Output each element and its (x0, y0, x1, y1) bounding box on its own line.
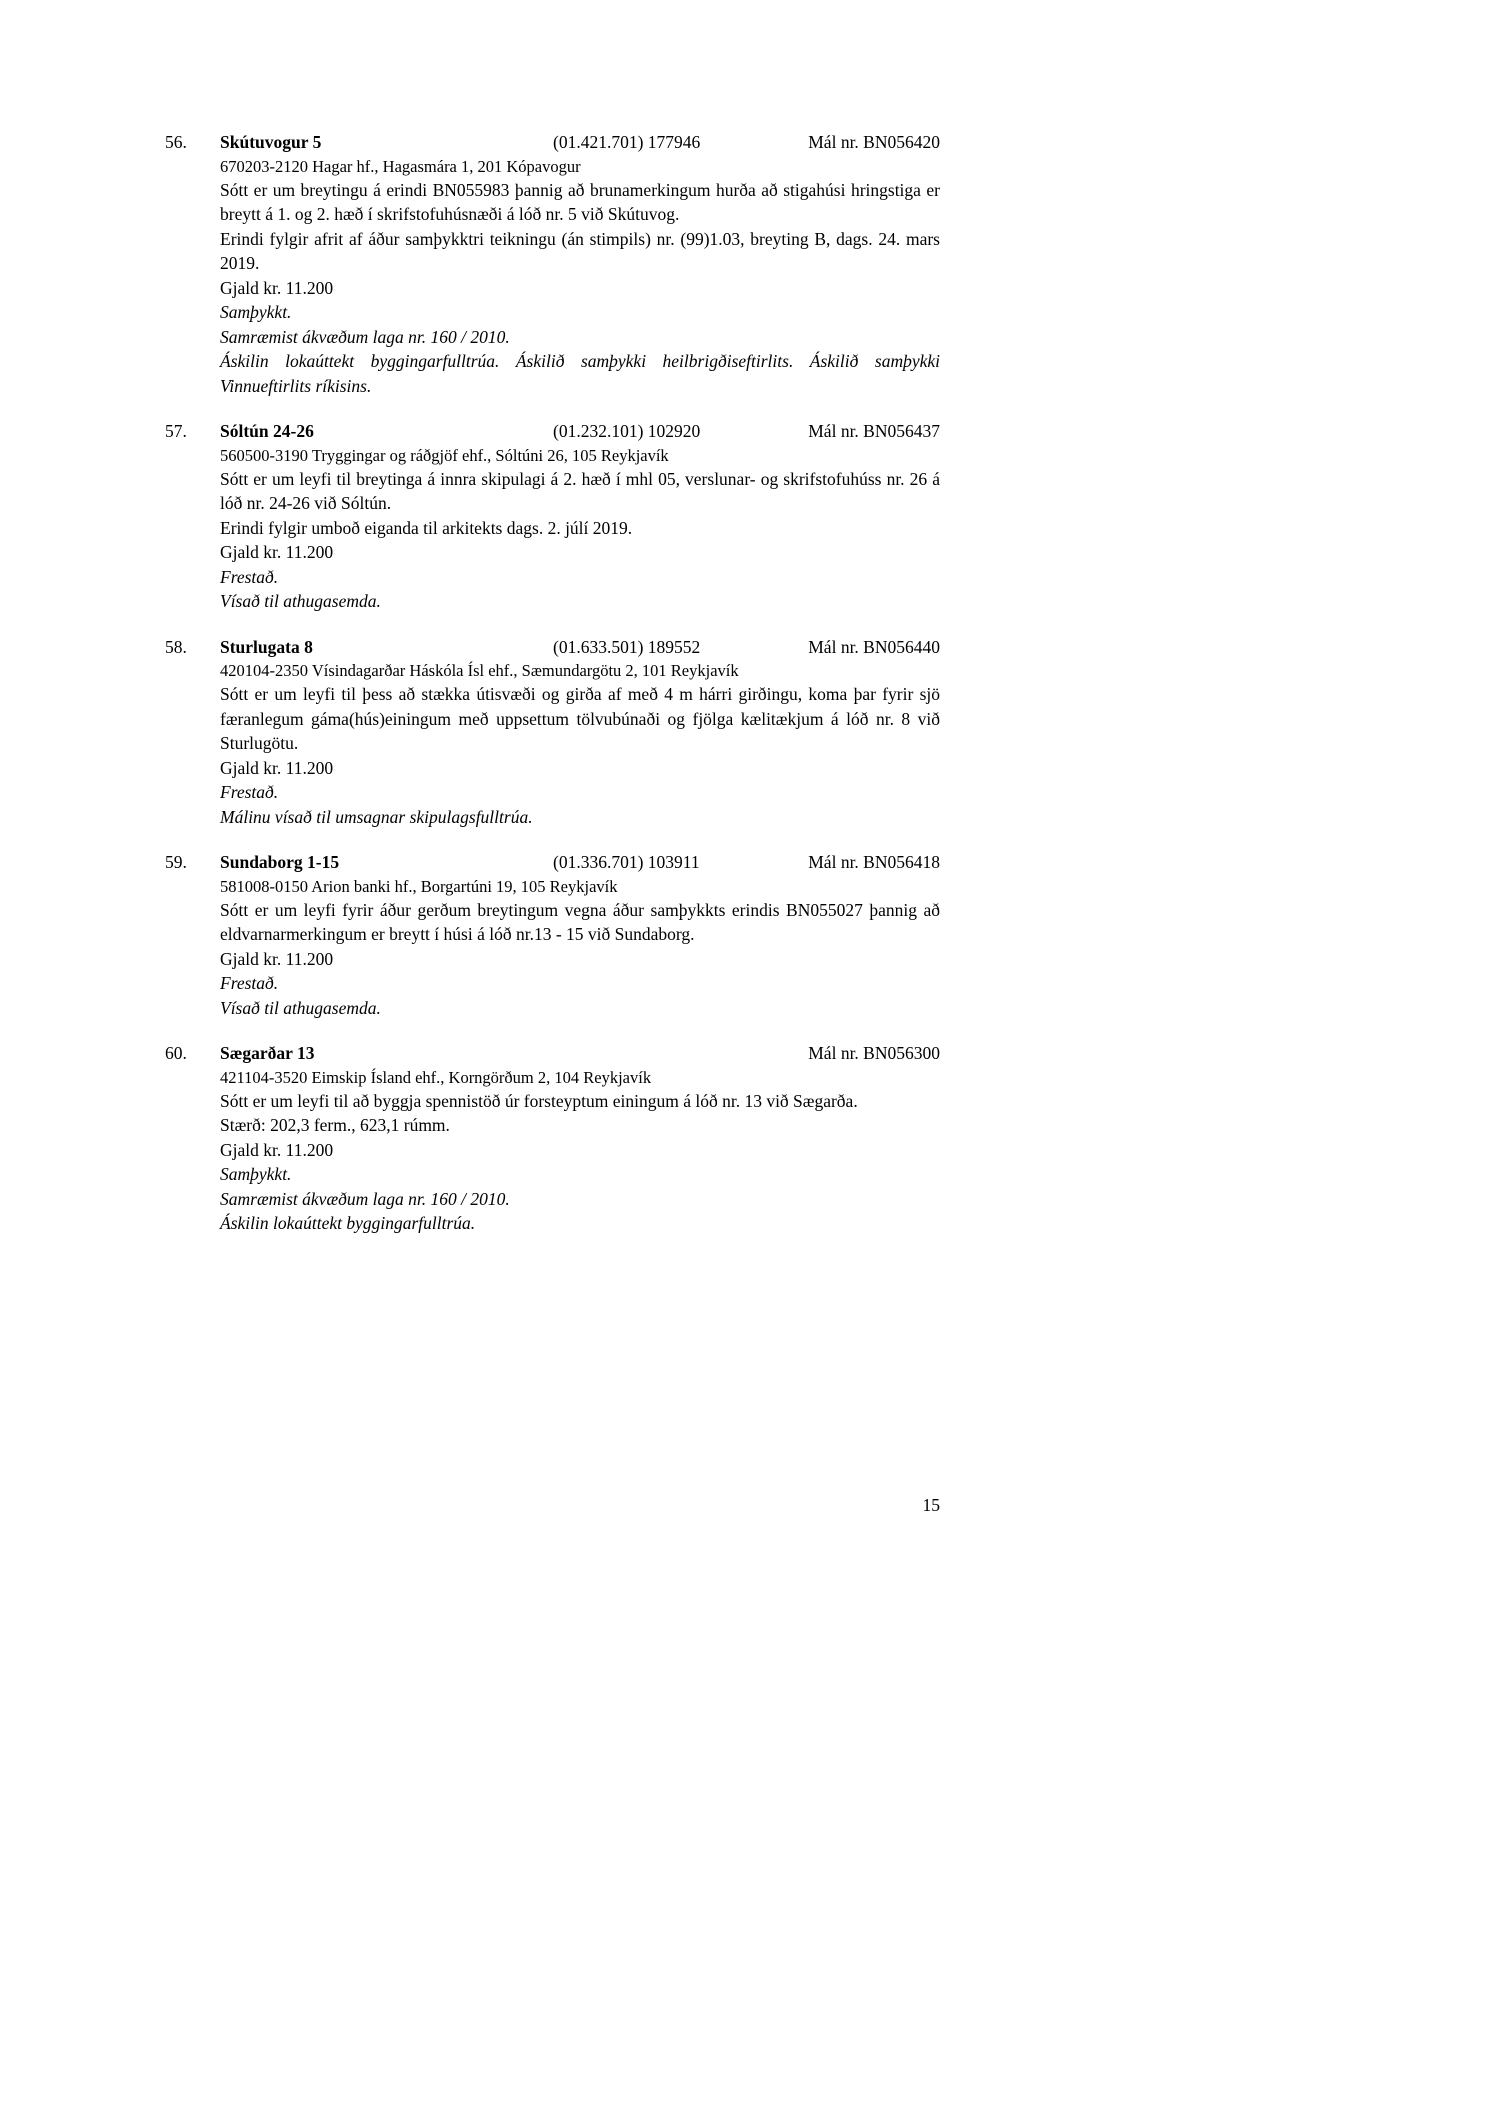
case-header (165, 635, 940, 660)
case-line: Gjald kr. 11.200 (220, 277, 334, 298)
case-ref: (01.232.101) 102920 (553, 421, 701, 442)
case-title: Sundaborg 1-15 (220, 852, 340, 873)
case-mal-number: Mál nr. BN056440 (808, 636, 940, 657)
case-line: Frestað. (220, 782, 279, 803)
case-number: 59. (165, 852, 187, 873)
case-header (165, 130, 940, 155)
case-body (220, 467, 940, 614)
case-line: Vísað til athugasemda. (220, 591, 381, 612)
case-item (165, 635, 940, 830)
case-line: Erindi fylgir umboð eiganda til arkitekts dags. 2. júlí 2019. (220, 517, 633, 538)
case-item (165, 850, 940, 1020)
case-list (165, 130, 940, 1257)
case-line: Gjald kr. 11.200 (220, 542, 334, 563)
case-item (165, 419, 940, 614)
case-line: Erindi fylgir afrit af áður samþykktri teikningu (án stimpils) nr. (99)1.03, breyting B, dags. 24. mars 2019. (220, 228, 940, 274)
case-owner: 581008-0150 Arion banki hf., Borgartúni 19, 105 Reykjavík (220, 876, 618, 896)
case-line: Samþykkt. (220, 1164, 292, 1185)
case-line: Gjald kr. 11.200 (220, 1139, 334, 1160)
case-mal-number: Mál nr. BN056418 (808, 852, 940, 873)
case-title: Skútuvogur 5 (220, 132, 322, 152)
case-line: Vísað til athugasemda. (220, 997, 381, 1018)
case-header (165, 419, 940, 444)
case-number: 60. (165, 1043, 187, 1064)
case-line: Sótt er um leyfi til að byggja spennistöð úr forsteyptum einingum á lóð nr. 13 við Sægarða. (220, 1090, 858, 1111)
case-line: Sótt er um leyfi til þess að stækka útisvæði og girða af með 4 m hárri girðingu, koma þar fyrir sjö færanlegum gáma(hús)einingum með uppsettum tölvubúnaði og fjölga kælitækjum á lóð nr. 8 við Sturlugötu. (220, 684, 940, 754)
case-body (220, 682, 940, 829)
case-owner: 421104-3520 Eimskip Ísland ehf., Korngörðum 2, 104 Reykjavík (220, 1067, 652, 1087)
case-title: Sóltún 24-26 (220, 421, 314, 442)
case-body (220, 178, 940, 399)
case-line: Sótt er um leyfi til breytinga á innra skipulagi á 2. hæð í mhl 05, verslunar- og skrifstofuhúss nr. 26 á lóð nr. 24-26 við Sóltún. (220, 468, 940, 514)
case-item (165, 1041, 940, 1236)
case-ref: (01.633.501) 189552 (553, 636, 701, 657)
case-line: Málinu vísað til umsagnar skipulagsfulltrúa. (220, 806, 533, 827)
case-line: Frestað. (220, 566, 279, 587)
case-line: Gjald kr. 11.200 (220, 757, 334, 778)
case-body (220, 1089, 940, 1236)
case-ref: (01.336.701) 103911 (553, 852, 700, 873)
case-line: Sótt er um breytingu á erindi BN055983 þannig að brunamerkingum hurða að stigahúsi hringstiga er breytt á 1. og 2. hæð í skrifstofuhúsnæði á lóð nr. 5 við Skútuvog. (220, 179, 940, 225)
case-owner: 420104-2350 Vísindagarðar Háskóla Ísl ehf., Sæmundargötu 2, 101 Reykjavík (220, 661, 739, 681)
case-body (220, 898, 940, 1021)
case-line: Áskilin lokaúttekt byggingarfulltrúa. (220, 1213, 476, 1234)
case-number: 56. (165, 132, 187, 152)
case-mal-number: Mál nr. BN056420 (808, 132, 940, 152)
case-line: Frestað. (220, 973, 279, 994)
case-line: Áskilin lokaúttekt byggingarfulltrúa. Áskilið samþykki heilbrigðiseftirlits. Áskilið samþykki Vinnueftirlits ríkisins. (220, 351, 940, 396)
case-line: Samræmist ákvæðum laga nr. 160 / 2010. (220, 326, 510, 347)
page-number: 15 (922, 1495, 940, 1515)
case-item (165, 130, 940, 398)
case-header (165, 850, 940, 875)
case-line: Sótt er um leyfi fyrir áður gerðum breytingum vegna áður samþykkts erindis BN055027 þannig að eldvarnarmerkingum er breytt í húsi á lóð nr.13 - 15 við Sundaborg. (220, 899, 940, 945)
case-owner: 670203-2120 Hagar hf., Hagasmára 1, 201 Kópavogur (220, 156, 581, 176)
case-mal-number: Mál nr. BN056300 (808, 1043, 940, 1064)
case-number: 58. (165, 636, 187, 657)
case-line: Samræmist ákvæðum laga nr. 160 / 2010. (220, 1188, 510, 1209)
case-line: Samþykkt. (220, 302, 292, 323)
case-ref: (01.421.701) 177946 (553, 132, 701, 152)
case-title: Sægarðar 13 (220, 1043, 315, 1064)
case-header (165, 1041, 940, 1066)
case-owner: 560500-3190 Tryggingar og ráðgjöf ehf., Sóltúni 26, 105 Reykjavík (220, 445, 669, 465)
case-title: Sturlugata 8 (220, 636, 313, 657)
case-number: 57. (165, 421, 187, 442)
case-line: Stærð: 202,3 ferm., 623,1 rúmm. (220, 1115, 450, 1136)
case-line: Gjald kr. 11.200 (220, 948, 334, 969)
case-mal-number: Mál nr. BN056437 (808, 421, 940, 442)
